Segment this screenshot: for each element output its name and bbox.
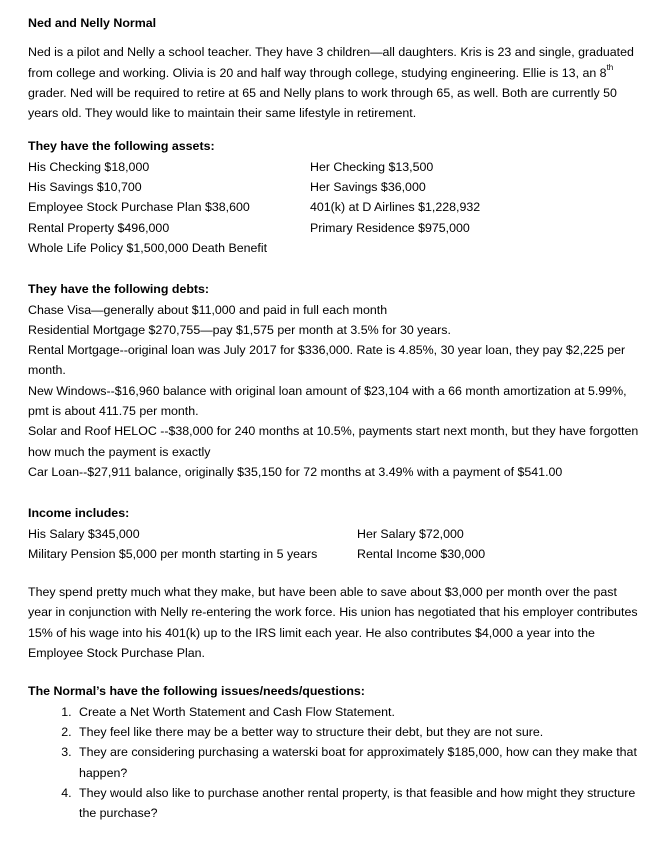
income-heading: Income includes: <box>28 506 130 521</box>
asset-item: His Savings $10,700 <box>28 180 142 195</box>
assets-heading: They have the following assets: <box>28 139 215 154</box>
assets-row <box>28 177 640 197</box>
debt-item: Rental Mortgage--original loan was July 2017 for $336,000. Rate is 4.85%, 30 year loan, they pay $2,225 per month. <box>28 343 626 378</box>
issue-item: 4. They would also like to purchase another rental property, is that feasible and how might they structure the purchase? <box>75 783 640 824</box>
debt-item: Solar and Roof HELOC --$38,000 for 240 months at 10.5%, payments start next month, but they have forgotten how much the payment is exactly <box>28 424 639 459</box>
issues-list <box>28 702 640 824</box>
section-gap <box>28 564 640 582</box>
intro-ordinal-suffix: th <box>606 63 614 73</box>
issue-item: 1. Create a Net Worth Statement and Cash Flow Statement. <box>75 702 640 722</box>
income-item: His Salary $345,000 <box>28 526 140 541</box>
debts-heading: They have the following debts: <box>28 282 210 297</box>
debt-item: New Windows--$16,960 balance with original loan amount of $23,104 with a 66 month amortization at 5.99%, pmt is about 411.75 per month. <box>28 383 627 419</box>
income-item: Her Salary $72,000 <box>357 526 464 541</box>
income-row <box>28 544 640 564</box>
income-item: Military Pension $5,000 per month starting in 5 years <box>28 546 318 561</box>
asset-item: Her Savings $36,000 <box>310 180 426 195</box>
document-title: Ned and Nelly Normal <box>28 16 157 30</box>
assets-row <box>28 218 640 238</box>
assets-row <box>28 157 640 177</box>
asset-item: Employee Stock Purchase Plan $38,600 <box>28 200 250 215</box>
debt-item: Car Loan--$27,911 balance, originally $35,150 for 72 months at 3.49% with a payment of $541.00 <box>28 464 563 479</box>
issue-item: 3. They are considering purchasing a waterski boat for approximately $185,000, how can they make that happen? <box>75 742 640 783</box>
debt-item: Chase Visa—generally about $11,000 and paid in full each month <box>28 302 388 317</box>
asset-item: 401(k) at D Airlines $1,228,932 <box>310 200 481 215</box>
section-gap <box>28 482 640 503</box>
document-body <box>28 13 640 823</box>
section-gap <box>28 663 640 681</box>
asset-item: Whole Life Policy $1,500,000 Death Benefit <box>28 240 268 255</box>
asset-item: His Checking $18,000 <box>28 159 150 174</box>
issue-item: 2. They feel like there may be a better way to structure their debt, but they are not sure. <box>75 722 640 742</box>
assets-row <box>28 197 640 217</box>
assets-list <box>28 157 640 258</box>
assets-row <box>28 238 640 258</box>
asset-item: Primary Residence $975,000 <box>310 220 470 235</box>
intro-paragraph <box>28 42 640 123</box>
income-list <box>28 524 640 565</box>
intro-text-part2: grader. Ned will be required to retire at 65 and Nelly plans to work through 65, as well. Both are currently 50 years old. They would like to maintain their same lifestyle in retirement. <box>28 85 617 121</box>
income-item: Rental Income $30,000 <box>357 546 486 561</box>
spending-paragraph: They spend pretty much what they make, but have been able to save about $3,000 per month over the past year in conjunction with Nelly re-entering the work force. His union has negotiated that his employer contributes 15% of his wage into his 401(k) up to the IRS limit each year. He also contributes $4,000 a year into the Employee Stock Purchase Plan. <box>28 585 638 661</box>
asset-item: Her Checking $13,500 <box>310 159 434 174</box>
debts-list <box>28 300 640 483</box>
debt-item: Residential Mortgage $270,755—pay $1,575 per month at 3.5% for 30 years. <box>28 322 451 337</box>
intro-text-part1: Ned is a pilot and Nelly a school teacher. They have 3 children—all daughters. Kris is 23 and single, graduated from college and working. Olivia is 20 and half way through college, studying engineering. Ellie is 13, an 8 <box>28 45 634 80</box>
asset-item: Rental Property $496,000 <box>28 220 170 235</box>
section-gap <box>28 258 640 279</box>
income-row <box>28 524 640 544</box>
issues-heading: The Normal’s have the following issues/needs/questions: <box>28 684 365 699</box>
